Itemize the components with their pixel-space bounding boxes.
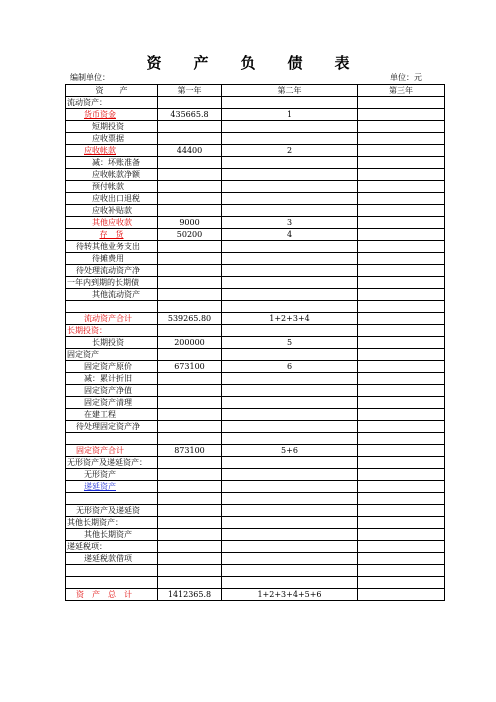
year2-value (222, 553, 358, 565)
year2-value: 1+2+3+4+5+6 (222, 589, 358, 601)
row-label: 减：累计折旧 (66, 373, 158, 385)
year1-value (158, 265, 222, 277)
year1-value: 873100 (158, 445, 222, 457)
year2-value (222, 529, 358, 541)
table-row (66, 565, 445, 577)
year3-value (358, 553, 445, 565)
year1-value (158, 349, 222, 361)
year2-value: 4 (222, 229, 358, 241)
year3-value (358, 541, 445, 553)
row-label: 长期投资： (66, 325, 158, 337)
year1-value (158, 169, 222, 181)
table-row (66, 193, 445, 205)
table-row (66, 313, 445, 325)
year3-value (358, 301, 445, 313)
column-header-year2: 第二年 (222, 85, 358, 97)
year3-value (358, 469, 445, 481)
year2-value (222, 541, 358, 553)
table-row (66, 373, 445, 385)
year1-value: 44400 (158, 145, 222, 157)
year1-value (158, 157, 222, 169)
year1-value (158, 541, 222, 553)
year3-value (358, 577, 445, 589)
row-label (66, 493, 158, 505)
year1-value (158, 409, 222, 421)
year2-value: 1 (222, 109, 358, 121)
table-row (66, 397, 445, 409)
year1-value (158, 181, 222, 193)
year2-value (222, 325, 358, 337)
year2-value (222, 385, 358, 397)
year1-value (158, 397, 222, 409)
row-label (66, 577, 158, 589)
year2-value (222, 181, 358, 193)
table-row (66, 253, 445, 265)
table-row (66, 277, 445, 289)
table-row (66, 337, 445, 349)
year1-value (158, 97, 222, 109)
year3-value (358, 277, 445, 289)
year2-value (222, 193, 358, 205)
year3-value (358, 205, 445, 217)
table-row (66, 349, 445, 361)
row-label: 无形资产 (66, 469, 158, 481)
row-label: 资 产 总 计 (66, 589, 158, 601)
table-row (66, 205, 445, 217)
table-row (66, 265, 445, 277)
year2-value (222, 457, 358, 469)
year3-value (358, 325, 445, 337)
table-row (66, 109, 445, 121)
row-label: 固定资产 (66, 349, 158, 361)
row-label (66, 301, 158, 313)
year2-value: 3 (222, 217, 358, 229)
row-label: 无形资产及递延资产： (66, 457, 158, 469)
year3-value (358, 529, 445, 541)
year2-value (222, 469, 358, 481)
row-label: 固定资产原价 (66, 361, 158, 373)
row-label: 待处理流动资产净 (66, 265, 158, 277)
title-char: 产 (193, 54, 209, 72)
year3-value (358, 253, 445, 265)
table-row (66, 325, 445, 337)
year2-value (222, 409, 358, 421)
year1-value: 539265.80 (158, 313, 222, 325)
row-label: 其他流动资产 (66, 289, 158, 301)
year2-value: 1+2+3+4 (222, 313, 358, 325)
year3-value (358, 109, 445, 121)
row-label: 减：坏账准备 (66, 157, 158, 169)
column-header-assets: 资 产 (66, 85, 158, 97)
row-label: 应收票据 (66, 133, 158, 145)
table-row (66, 121, 445, 133)
year2-value (222, 397, 358, 409)
row-label: 长期投资 (66, 337, 158, 349)
year3-value (358, 409, 445, 421)
year3-value (358, 337, 445, 349)
year2-value (222, 205, 358, 217)
year1-value (158, 457, 222, 469)
table-row (66, 157, 445, 169)
year1-value: 200000 (158, 337, 222, 349)
year1-value (158, 289, 222, 301)
row-label: 货币资金 (66, 109, 158, 121)
year2-value: 5 (222, 337, 358, 349)
table-row (66, 229, 445, 241)
year2-value (222, 277, 358, 289)
year3-value (358, 505, 445, 517)
table-row (66, 493, 445, 505)
year1-value (158, 325, 222, 337)
year1-value (158, 469, 222, 481)
row-label: 待转其他业务支出 (66, 241, 158, 253)
row-label: 待摊费用 (66, 253, 158, 265)
year3-value (358, 241, 445, 253)
table-row (66, 361, 445, 373)
row-label: 短期投资 (66, 121, 158, 133)
year3-value (358, 289, 445, 301)
row-label: 一年内到期的长期债 (66, 277, 158, 289)
table-row (66, 217, 445, 229)
year3-value (358, 397, 445, 409)
row-label: 其他应收款 (66, 217, 158, 229)
year3-value (358, 421, 445, 433)
row-label: 递延税款借项 (66, 553, 158, 565)
year1-value (158, 385, 222, 397)
table-row (66, 469, 445, 481)
table-row (66, 457, 445, 469)
table-row (66, 385, 445, 397)
year3-value (358, 481, 445, 493)
table-row (66, 169, 445, 181)
table-row (66, 289, 445, 301)
table-row (66, 553, 445, 565)
row-label: 应收出口退税 (66, 193, 158, 205)
row-label (66, 565, 158, 577)
compiling-unit-label: 编制单位： (70, 73, 110, 82)
year1-value (158, 553, 222, 565)
year3-value (358, 457, 445, 469)
row-label: 递延税项： (66, 541, 158, 553)
table-row (66, 433, 445, 445)
year3-value (358, 385, 445, 397)
year1-value (158, 481, 222, 493)
balance-sheet-table (65, 84, 445, 601)
year2-value: 5+6 (222, 445, 358, 457)
table-row (66, 445, 445, 457)
table-row (66, 409, 445, 421)
year2-value (222, 301, 358, 313)
row-label: 应收帐款 (66, 145, 158, 157)
row-label: 存 货 (66, 229, 158, 241)
year3-value (358, 145, 445, 157)
year2-value (222, 577, 358, 589)
table-row (66, 145, 445, 157)
year2-value (222, 349, 358, 361)
year3-value (358, 193, 445, 205)
year1-value (158, 205, 222, 217)
title-char: 债 (287, 54, 303, 72)
row-label: 其他长期资产 (66, 529, 158, 541)
table-row (66, 577, 445, 589)
year3-value (358, 493, 445, 505)
year3-value (358, 97, 445, 109)
year1-value (158, 517, 222, 529)
year3-value (358, 313, 445, 325)
year2-value (222, 241, 358, 253)
year1-value (158, 193, 222, 205)
year1-value (158, 253, 222, 265)
currency-unit-label: 单位：元 (390, 73, 422, 82)
year2-value (222, 169, 358, 181)
table-row (66, 589, 445, 601)
table-row (66, 421, 445, 433)
row-label: 预付帐款 (66, 181, 158, 193)
table-row (66, 301, 445, 313)
year3-value (358, 433, 445, 445)
year2-value (222, 121, 358, 133)
report-title (0, 52, 496, 73)
year2-value (222, 373, 358, 385)
row-label: 递延资产 (66, 481, 158, 493)
row-label (66, 433, 158, 445)
year1-value (158, 301, 222, 313)
year1-value (158, 121, 222, 133)
year2-value (222, 565, 358, 577)
title-char: 表 (334, 54, 350, 72)
table-row (66, 241, 445, 253)
year3-value (358, 133, 445, 145)
year1-value (158, 433, 222, 445)
row-label: 流动资产合计 (66, 313, 158, 325)
table-header-row (66, 85, 445, 97)
year2-value: 6 (222, 361, 358, 373)
year3-value (358, 373, 445, 385)
year3-value (358, 169, 445, 181)
row-label: 固定资产净值 (66, 385, 158, 397)
title-char: 负 (240, 54, 256, 72)
year2-value (222, 97, 358, 109)
row-label: 流动资产： (66, 97, 158, 109)
year2-value (222, 481, 358, 493)
year3-value (358, 265, 445, 277)
table-row (66, 541, 445, 553)
year1-value (158, 529, 222, 541)
year1-value: 1412365.8 (158, 589, 222, 601)
year3-value (358, 121, 445, 133)
year1-value: 50200 (158, 229, 222, 241)
row-label: 应收补贴款 (66, 205, 158, 217)
row-label: 在建工程 (66, 409, 158, 421)
row-label: 其他长期资产： (66, 517, 158, 529)
year2-value (222, 517, 358, 529)
year1-value (158, 577, 222, 589)
year2-value (222, 505, 358, 517)
year2-value (222, 289, 358, 301)
row-label: 固定资产清理 (66, 397, 158, 409)
column-header-year3: 第三年 (358, 85, 445, 97)
year1-value (158, 373, 222, 385)
year3-value (358, 181, 445, 193)
year1-value (158, 505, 222, 517)
title-char: 资 (146, 54, 162, 72)
year1-value: 673100 (158, 361, 222, 373)
year2-value: 2 (222, 145, 358, 157)
table-row (66, 481, 445, 493)
year1-value (158, 421, 222, 433)
row-label: 无形资产及递延资 (66, 505, 158, 517)
year2-value (222, 433, 358, 445)
table-row (66, 529, 445, 541)
year2-value (222, 157, 358, 169)
year1-value: 435665.8 (158, 109, 222, 121)
row-label: 应收帐款净额 (66, 169, 158, 181)
column-header-year1: 第一年 (158, 85, 222, 97)
year3-value (358, 445, 445, 457)
row-label: 固定资产合计 (66, 445, 158, 457)
year1-value (158, 493, 222, 505)
table-row (66, 505, 445, 517)
year2-value (222, 253, 358, 265)
row-label: 待处理固定资产净 (66, 421, 158, 433)
year1-value (158, 277, 222, 289)
year1-value: 9000 (158, 217, 222, 229)
year2-value (222, 133, 358, 145)
year3-value (358, 229, 445, 241)
year3-value (358, 361, 445, 373)
table-row (66, 181, 445, 193)
year3-value (358, 157, 445, 169)
year2-value (222, 265, 358, 277)
year1-value (158, 241, 222, 253)
year3-value (358, 565, 445, 577)
year3-value (358, 217, 445, 229)
table-row (66, 133, 445, 145)
year3-value (358, 349, 445, 361)
table-row (66, 517, 445, 529)
year2-value (222, 421, 358, 433)
year3-value (358, 589, 445, 601)
year1-value (158, 565, 222, 577)
year2-value (222, 493, 358, 505)
year3-value (358, 517, 445, 529)
year1-value (158, 133, 222, 145)
table-row (66, 97, 445, 109)
